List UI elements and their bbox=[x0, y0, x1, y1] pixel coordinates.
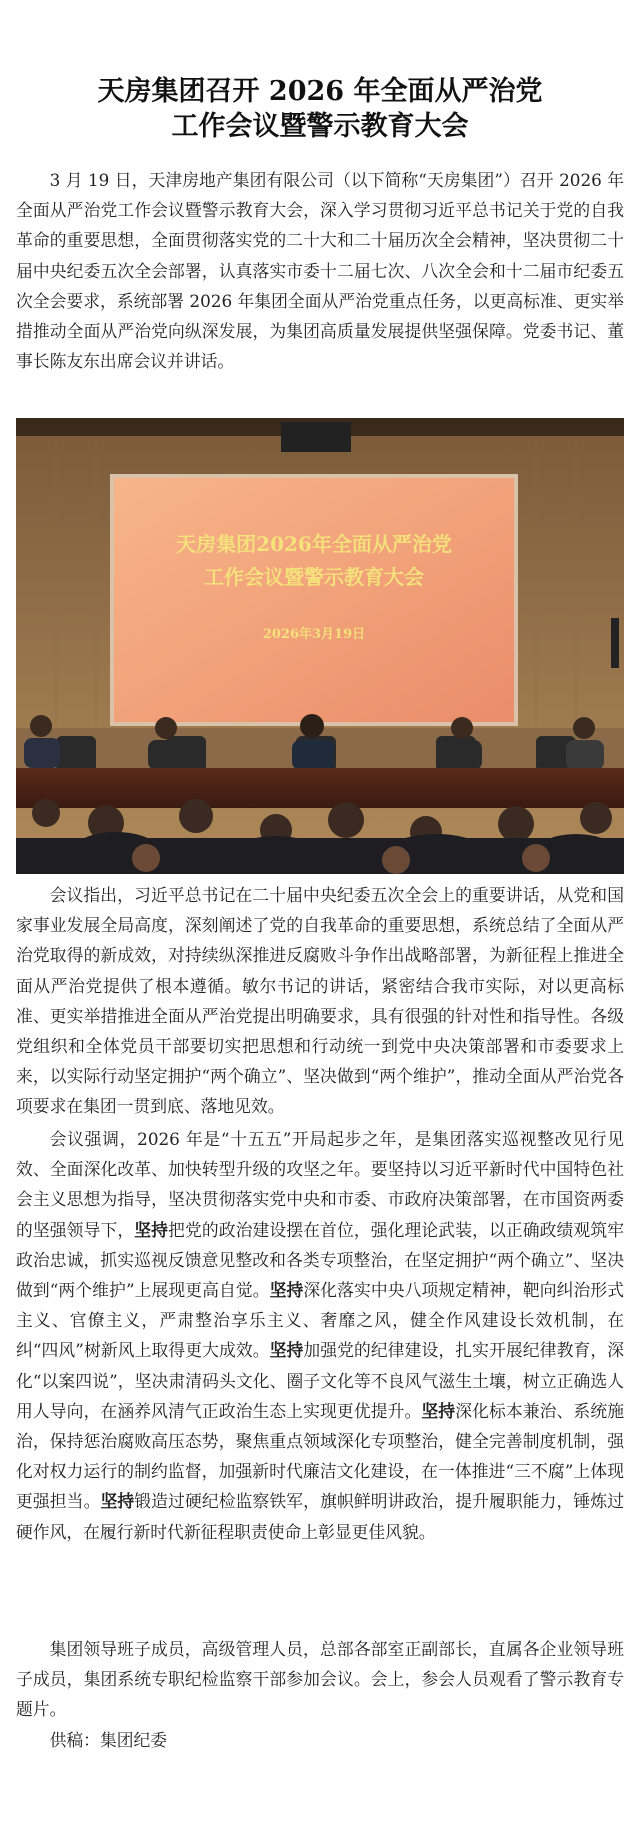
title-line-2: 工作会议暨警示教育大会 bbox=[171, 111, 469, 142]
paragraph-3-text-d: 加强党的纪律建设，扎实开展纪律教育，深化“以案四说”，坚决肃清码头文化、圈子文化等不良风气滋生土壤，树立正确选人用人导向，在涵养风清气正政治生态上实现更优提升。 bbox=[16, 1340, 624, 1421]
paragraph-3-text-f: 锻造过硬纪检监察铁军，旗帜鲜明讲政治，提升履职能力，锤炼过硬作风，在履行新时代新征程职责使命上彰显更佳风貌。 bbox=[16, 1491, 624, 1542]
keyword-4: 坚持 bbox=[421, 1400, 456, 1421]
keyword-3: 坚持 bbox=[269, 1340, 304, 1361]
paragraph-3-text-e: 深化标本兼治、系统施治，保持惩治腐败高压态势，聚焦重点领域深化专项整治，健全完善制度机制，强化对权力运行的制约监督，加强新时代廉洁文化建设，在一体推进“三不腐”上体现更强担当。 bbox=[16, 1400, 624, 1512]
paragraph-3 bbox=[16, 1124, 624, 1547]
keyword-5: 坚持 bbox=[100, 1491, 135, 1512]
meeting-photo bbox=[16, 418, 624, 874]
source-credit: 供稿：集团纪委 bbox=[49, 1730, 168, 1750]
paragraph-3-text-b: 把党的政治建设摆在首位，强化理论武装，以正确政绩观筑牢政治忠诚，抓实巡视反馈意见整改和各类专项整治，在坚定拥护“两个确立”、坚决做到“两个维护”上展现更高自觉。 bbox=[16, 1219, 624, 1301]
paragraph-4: 集团领导班子成员，高级管理人员，总部各部室正副部长，直属各企业领导班子成员，集团系统专职纪检监察干部参加会议。会上，参会人员观看了警示教育专题片。 bbox=[16, 1639, 624, 1720]
paragraph-2: 会议指出，习近平总书记在二十届中央纪委五次全会上的重要讲话，从党和国家事业发展全局高度，深刻阐述了党的自我革命的重要思想，系统总结了全面从严治党取得的新成效，对持续纵深推进反腐败斗争作出战略部署，为新征程上推进全面从严治党提供了根本遵循。敏尔书记的讲话，紧密结合我市实际，对以更高标准、更实举措推进全面从严治党提出明确要求，具有很强的针对性和指导性。各级党组织和全体党员干部要切实把思想和行动统一到党中央决策部署和市委要求上来，以实际行动坚定拥护“两个确立”、坚决做到“两个维护”，推动全面从严治党各项要求在集团一贯到底、落地见效。 bbox=[16, 885, 624, 1117]
title-line-1: 天房集团召开 2026 年全面从严治党 bbox=[97, 76, 543, 107]
screen-title-line-1: 天房集团2026年全面从严治党 bbox=[176, 532, 452, 556]
paragraph-3-text-c: 深化落实中央八项规定精神，靶向纠治形式主义、官僚主义，严肃整治享乐主义、奢靡之风，健全作风建设长效机制，在纠“四风”树新风上取得更大成效。 bbox=[16, 1280, 624, 1361]
article-title bbox=[0, 74, 640, 144]
keyword-2: 坚持 bbox=[269, 1280, 304, 1301]
screen-date: 2026年3月19日 bbox=[262, 627, 366, 642]
screen-title-line-2: 工作会议暨警示教育大会 bbox=[204, 565, 424, 589]
paragraph-3-text-a: 会议强调，2026 年是“十五五”开局起步之年，是集团落实巡视整改见行见效、全面深化改革、加快转型升级的攻坚之年。要坚持以习近平新时代中国特色社会主义思想为指导，坚决贯彻落实党中央和市委、市政府决策部署，在市国资两委的坚强领导下， bbox=[16, 1129, 624, 1240]
intro-paragraph: 3 月 19 日，天津房地产集团有限公司（以下简称“天房集团”）召开 2026 年全面从严治党工作会议暨警示教育大会，深入学习贯彻习近平总书记关于党的自我革命的重要思想，全面贯彻落实党的二十大和二十届历次全会精神，坚决贯彻二十届中央纪委五次全会部署，认真落实市委十二届七次、八次全会和十二届市纪委五次全会要求，系统部署 2026 年集团全面从严治党重点任务，以更高标准、更实举措推动全面从严治党向纵深发展，为集团高质量发展提供坚强保障。党委书记、董事长陈友东出席会议并讲话。 bbox=[16, 170, 624, 372]
keyword-1: 坚持 bbox=[134, 1219, 169, 1240]
